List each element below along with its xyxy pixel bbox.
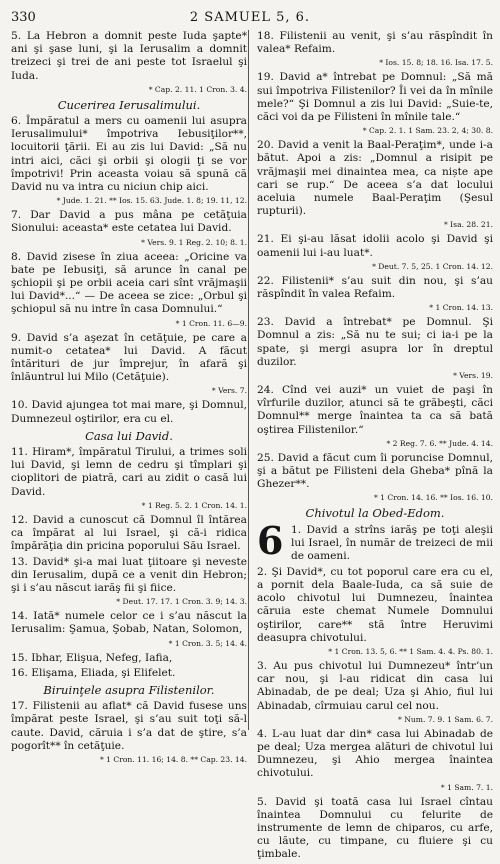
section-heading: Cucerirea Ierusalimului. <box>57 97 201 112</box>
section-heading: Casa lui David. <box>85 428 173 443</box>
cross-reference: * Cap. 2. 1. 1 Sam. 23. 2, 4; 30. 8. <box>362 126 493 136</box>
verse: 12. David a cunoscut că Domnul îl întărea ca împărat al lui Israel, şi că-i ridica împărăţia din pricina poporului Său Israel. <box>11 513 247 553</box>
verse: 6. Împăratul a mers cu oamenii lui asupra Ierusalimului* împotriva Iebusiţilor**, locuitorii ţării. Ei au zis lui David: „Să nu intri aici, căci şi orbii şi ologii ţi se vor împotrivi! Prin aceasta voiau să spună că David nu va intra cu niciun chip aici. <box>11 115 247 194</box>
verse: 17. Filistenii au aflat* că David fusese uns împărat peste Israel, şi s’au suit toţi să-l caute. David, căruia i s’a dat de ştire, s’a pogorît** în cetăţuie. <box>11 700 247 752</box>
cross-reference: * Ios. 15. 8; 18. 16. Isa. 17. 5. <box>379 58 493 68</box>
cross-reference: * 2 Reg. 7. 6. ** Jude. 4. 14. <box>386 438 493 448</box>
verse: 24. Cînd vei auzi* un vuiet de paşi în vîrfurile duzilor, atunci să te grăbeşti, căci Domnul** merge înaintea ta ca să bată oştirea Filistenilor.“ <box>257 384 493 436</box>
cross-reference: * Deut. 7. 5, 25. 1 Cron. 14. 12. <box>372 261 493 271</box>
verse: 7. Dar David a pus mâna pe cetăţuia Sionului: aceasta* este cetatea lui David. <box>11 209 247 235</box>
verse: 23. David a întrebat* pe Domnul. Şi Domnul a zis: „Să nu te sui; ci ia-i pe la spate, şi mergi asupra lor în dreptul duzilor. <box>257 316 493 368</box>
cross-reference: * 1 Cron. 11. 16; 14. 8. ** Cap. 23. 14. <box>99 754 247 764</box>
cross-reference: * Cap. 2. 11. 1 Cron. 3. 4. <box>148 84 247 94</box>
running-title: 2 SAMUEL 5, 6. <box>189 10 311 25</box>
cross-reference: * Vers. 9. 1 Reg. 2. 10; 8. 1. <box>141 237 247 247</box>
verse: 5. David şi toată casa lui Israel cîntau înaintea Domnului cu felurite de instrumente de lemn de chiparos, cu arfe, cu lăute, cu timpane, cu fluiere şi cu ţimbale. <box>257 795 493 861</box>
verse: 11. Hiram*, împăratul Tirului, a trimes soli lui David, şi lemn de cedru şi tîmplari şi cioplitori de piatră, cari au zidit o casă lui David. <box>11 446 247 498</box>
verse: 20. David a venit la Baal-Peraţim*, unde i-a bătut. Apoi a zis: „Domnul a risipit pe vrăjmaşii mei dinaintea mea, ca niște ape cari se rup.“ De aceea s’a dat locului aceluia numele Baal-Peraţim (Şesul rupturii). <box>257 139 493 218</box>
cross-reference: * Vers. 19. <box>453 371 493 381</box>
verse: 19. David a* întrebat pe Domnul: „Să mă sui împotriva Filistenilor? Îi vei da în mînile mele?“ Şi Domnul a zis lui David: „Suie-te, căci voi da pe Filisteni în mînile tale.“ <box>257 71 493 124</box>
page-header <box>0 8 500 28</box>
verse: 14. Iată* numele celor ce i s’au născut la Ierusalim: Şamua, Şobab, Natan, Solomon, <box>11 610 247 636</box>
cross-reference: * 1 Cron. 14. 16. ** Ios. 16. 10. <box>373 493 493 503</box>
verse: 13. David* şi-a mai luat ţiitoare şi neveste din Ierusalim, după ce a venit din Hebron; şi i s’au născut iarăş fii şi fiice. <box>11 555 247 594</box>
cross-reference: * 1 Sam. 7. 1. <box>440 782 493 792</box>
chapter-opening <box>257 517 493 564</box>
page-number: 330 <box>11 10 36 25</box>
verse: 2. Şi David*, cu tot poporul care era cu el, a pornit dela Baale-Iuda, ca să suie de acolo chivotul lui Dumnezeu, înaintea căruia este chemat Numele Domnului oştirilor, care** stă între Heruvimi deasupra chivotului. <box>257 565 493 644</box>
cross-reference: * 1 Reg. 5. 2. 1 Cron. 14. 1. <box>141 500 247 510</box>
cross-reference: * 1 Cron. 14. 13. <box>429 303 493 313</box>
cross-reference: * Deut. 17. 17. 1 Cron. 3. 9; 14. 3. <box>116 597 247 607</box>
verse: 4. L-au luat dar din* casa lui Abinadab de pe deal; Uza mergea alături de chivotul lui Dumnezeu, şi Ahio mergea înaintea chivotului. <box>257 727 493 780</box>
verse: 16. Elişama, Eliada, şi Elifelet. <box>11 666 176 679</box>
verse: 22. Filistenii* s’au suit din nou, şi s’au răspîndit în valea Refaim. <box>257 274 493 301</box>
cross-reference: * 1 Cron. 13. 5, 6. ** 1 Sam. 4. 4. Ps. 80. 1. <box>328 646 493 656</box>
verse: 10. David ajungea tot mai mare, şi Domnul, Dumnezeul oştirilor, era cu el. <box>11 399 247 425</box>
verse: 15. Ibhar, Elişua, Nefeg, Iafia, <box>11 651 173 664</box>
verse: 18. Filistenii au venit, şi s’au răspîndit în valea* Refaim. <box>257 30 493 56</box>
verse: 1. David a strîns iarăş pe toţi aleşii lui Israel, în număr de treizeci de mii de oameni. <box>291 523 493 563</box>
left-column <box>11 30 247 768</box>
verse: 21. Ei şi-au lăsat idolii acolo şi David şi oamenii lui i-au luat*. <box>257 233 493 259</box>
verse: 5. La Hebron a domnit peste Iuda şapte* ani şi şase luni, şi la Ierusalim a domnit treizeci şi trei de ani peste tot Israelul şi Iuda. <box>11 30 247 82</box>
cross-reference: * 1 Cron. 3. 5; 14. 4. <box>168 638 247 648</box>
cross-reference: * Isa. 28. 21. <box>443 220 493 230</box>
cross-reference: * Num. 7. 9. 1 Sam. 6. 7. <box>398 714 493 724</box>
section-heading: Chivotul la Obed-Edom. <box>305 506 445 521</box>
verse: 25. David a făcut cum îi poruncise Domnul, şi a bătut pe Filisteni dela Gheba* pînă la Ghezer**. <box>257 451 493 491</box>
cross-reference: * Vers. 7. <box>211 386 247 396</box>
verse: 3. Au pus chivotul lui Dumnezeu* într’un car nou, şi l-au ridicat din casa lui Abinadab, de pe deal; Uza şi Ahio, fiul lui Abinadab, cîrmuiau carul cel nou. <box>257 659 493 712</box>
chapter-number: 6 <box>257 517 284 563</box>
right-column <box>257 30 493 864</box>
cross-reference: * 1 Cron. 11. 6—9. <box>175 318 247 328</box>
verse: 9. David s’a aşezat în cetăţuie, pe care a numit-o cetatea* lui David. A făcut întărituri de jur împrejur, în afară şi înlăuntrul lui Milo (Cetăţuie). <box>11 331 247 384</box>
verse: 8. David zisese în ziua aceea: „Oricine va bate pe Iebusiţi, să arunce în canal pe şchiopii şi pe orbii aceia cari sînt vrăjmaşii lui David*...“ — De aceea se zice: „Orbul şi şchiopul să nu intre în casa Domnului.“ <box>11 250 247 316</box>
cross-reference: * Jude. 1. 21. ** Ios. 15. 63. Jude. 1. 8; 19. 11, 12. <box>56 196 247 206</box>
column-divider <box>248 30 249 730</box>
section-heading: Biruinţele asupra Filistenilor. <box>43 682 215 697</box>
